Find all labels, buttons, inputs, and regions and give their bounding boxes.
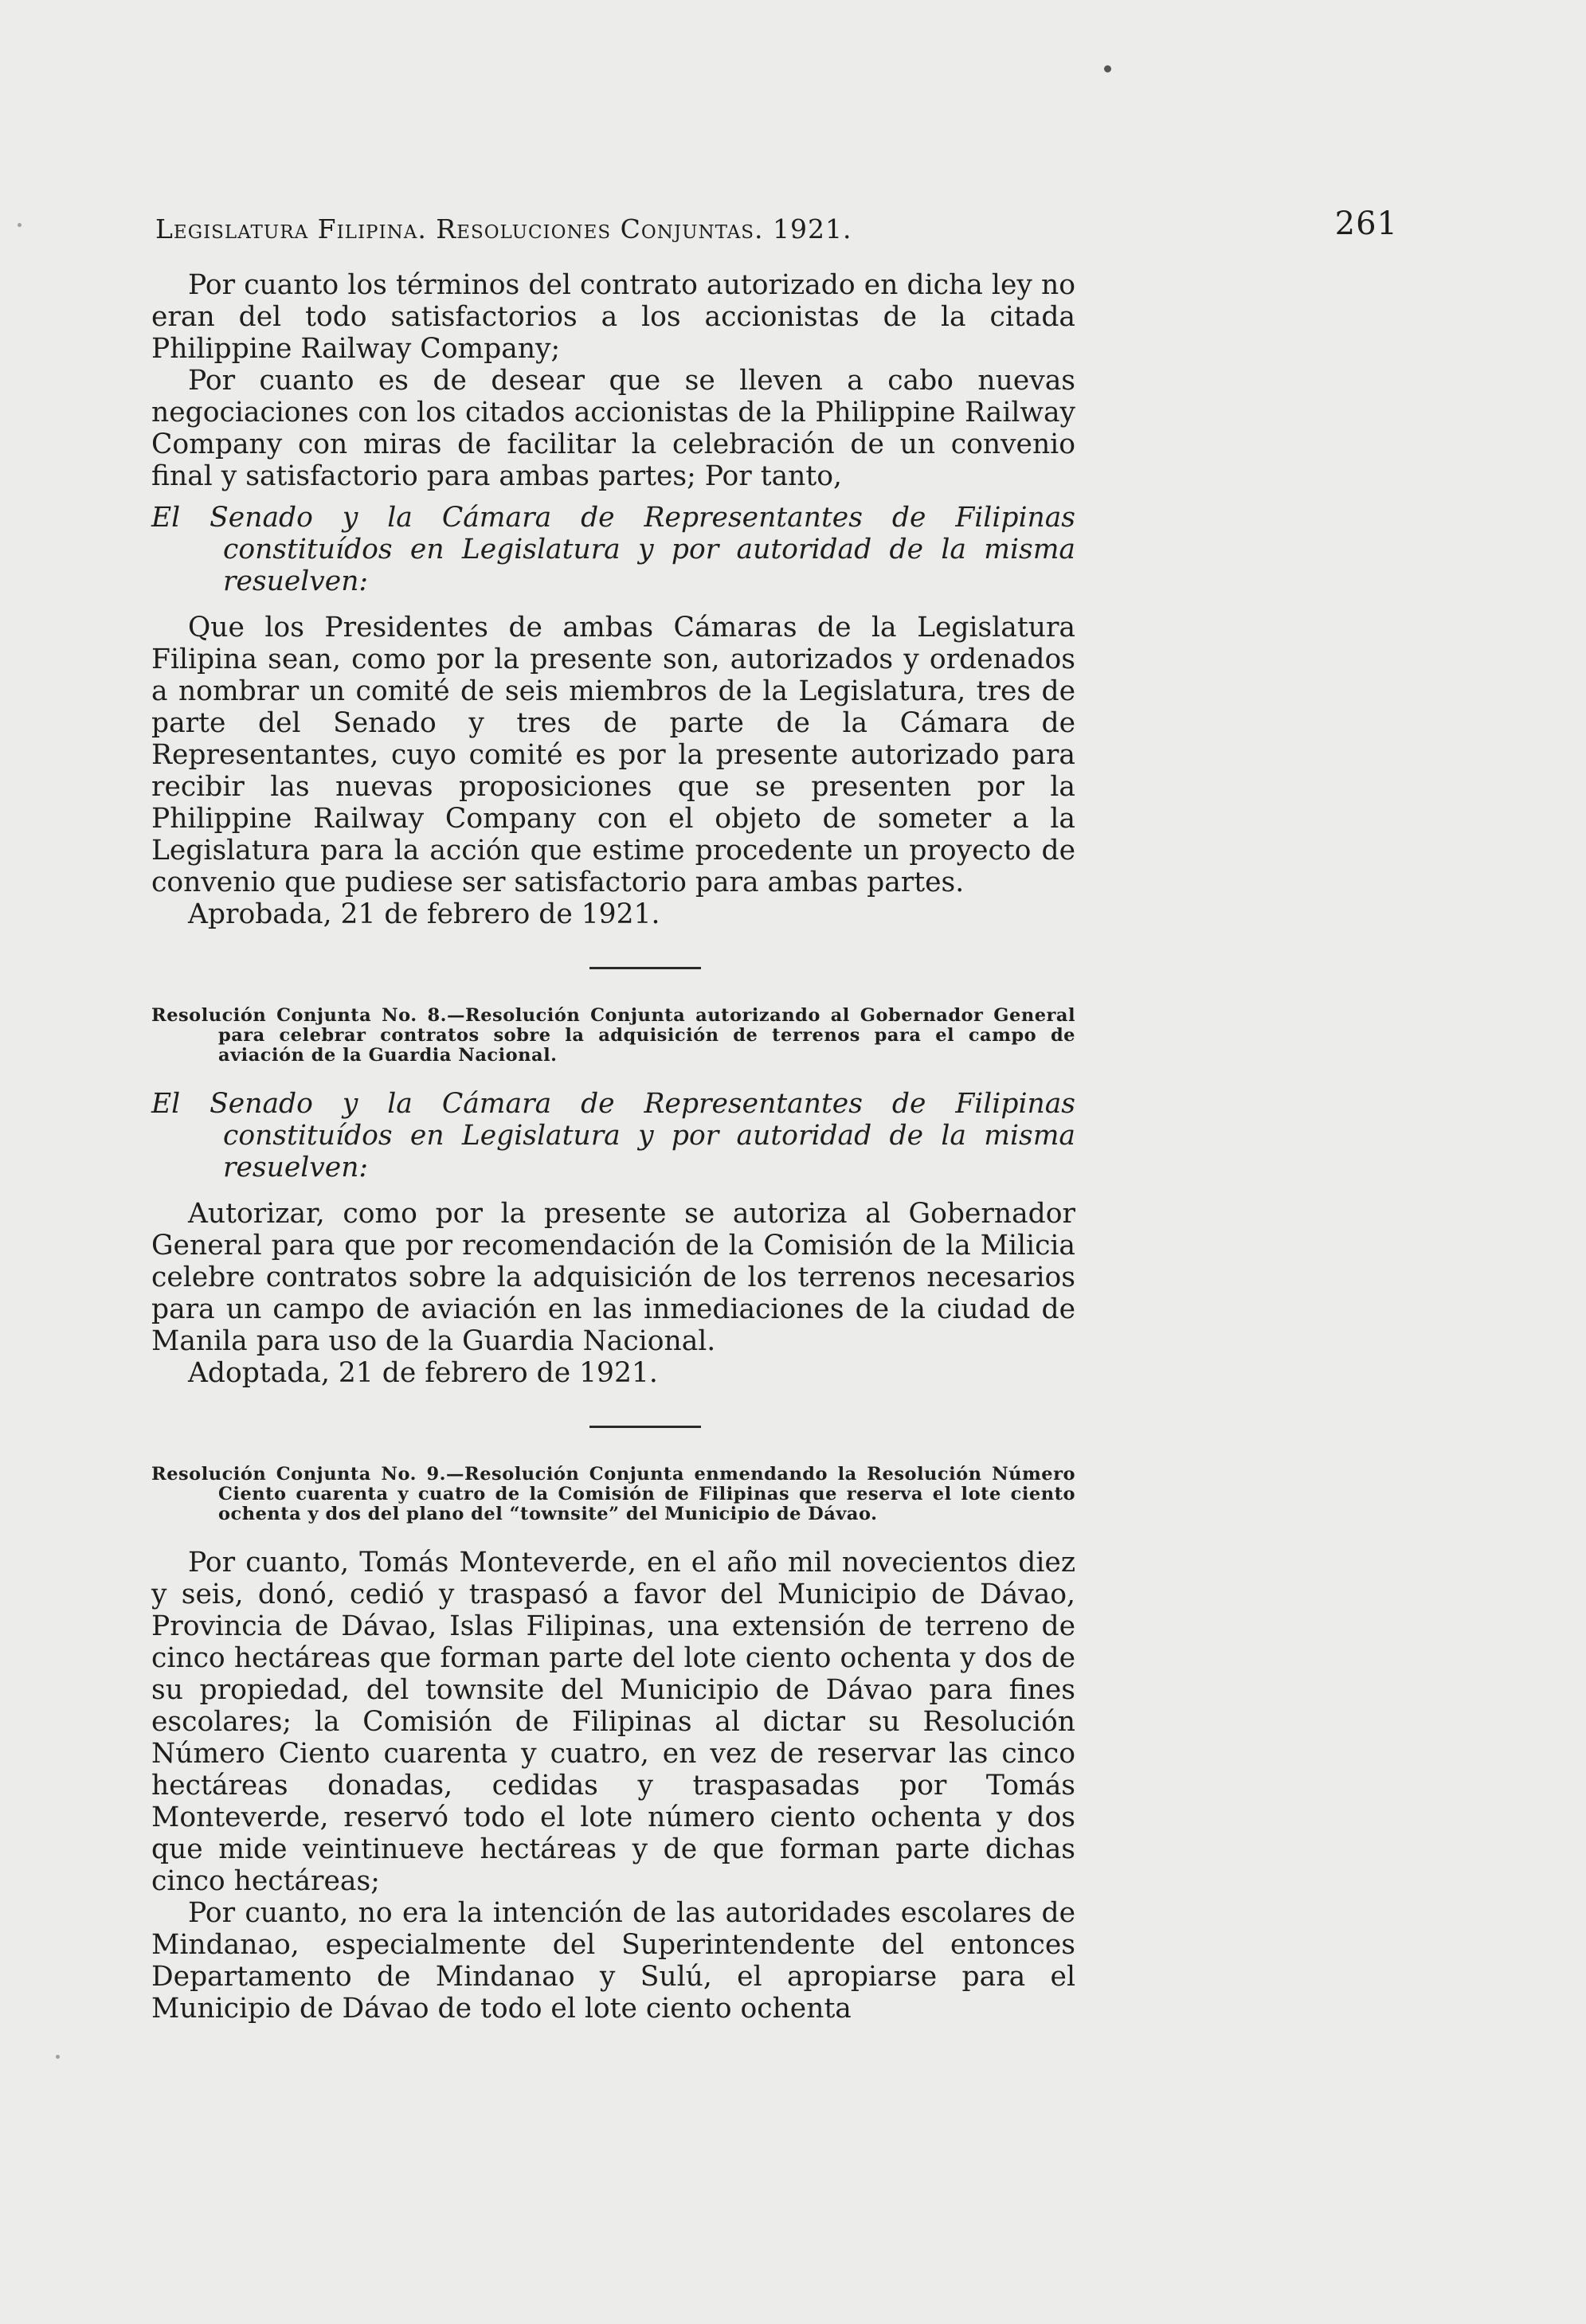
margin-speck <box>18 223 22 227</box>
margin-speck <box>1104 65 1111 72</box>
section-divider <box>589 1426 701 1428</box>
approval-date: Adoptada, 21 de febrero de 1921. <box>188 1357 658 1389</box>
whereas-paragraph: Por cuanto los términos del contrato autorizado en dicha ley no eran del todo satisfactorios a los accionistas de la citada Philippine Railway Company; <box>151 269 1075 365</box>
resolution-summary: Resolución Conjunta No. 9.—Resolución Conjunta enmendando la Resolución Número Ciento cuarenta y cuatro de la Comisión de Filipinas que reserva el lote ciento ochenta y dos del plano del “townsite” del Municipio de Dávao. <box>151 1464 1075 1524</box>
approval-date: Aprobada, 21 de febrero de 1921. <box>188 898 660 930</box>
resolution-text: Autorizar, como por la presente se autoriza al Gobernador General para que por recomendación de la Comisión de la Milicia celebre contratos sobre la adquisición de los terrenos necesarios para un campo de aviación en las inmediaciones de la ciudad de Manila para uso de la Guardia Nacional. <box>151 1198 1075 1357</box>
whereas-paragraph: Por cuanto es de desear que se lleven a cabo nuevas negociaciones con los citados accionistas de la Philippine Railway Company con miras de facilitar la celebración de un convenio final y satisfactorio para ambas partes; Por tanto, <box>151 365 1075 492</box>
resolution-text: Que los Presidentes de ambas Cámaras de la Legislatura Filipina sean, como por la presente son, autorizados y ordenados a nombrar un comité de seis miembros de la Legislatura, tres de parte del Senado y tres de parte de la Cámara de Representantes, cuyo comité es por la presente autorizado para recibir las nuevas proposiciones que se presenten por la Philippine Railway Company con el objeto de someter a la Legislatura para la acción que estime procedente un proyecto de convenio que pudiese ser satisfactorio para ambas partes. <box>151 612 1075 898</box>
margin-speck <box>56 2055 60 2059</box>
whereas-paragraph: Por cuanto, Tomás Monteverde, en el año mil novecientos diez y seis, donó, cedió y traspasó a favor del Municipio de Dávao, Provincia de Dávao, Islas Filipinas, una extensión de terreno de cinco hectáreas que forman parte del lote ciento ochenta y dos de su propiedad, del townsite del Municipio de Dávao para fines escolares; la Comisión de Filipinas al dictar su Resolución Número Ciento cuarenta y cuatro, en vez de reservar las cinco hectáreas donadas, cedidas y traspasadas por Tomás Monteverde, reservó todo el lote número ciento ochenta y dos que mide veintinueve hectáreas y de que forman parte dichas cinco hectáreas; <box>151 1547 1075 1897</box>
running-title: Legislatura Filipina. Resoluciones Conjuntas. 1921. <box>155 213 852 245</box>
page-body <box>151 269 1075 2025</box>
enacting-clause: El Senado y la Cámara de Representantes de Filipinas constituídos en Legislatura y por autoridad de la misma resuelven: <box>151 502 1075 597</box>
section-divider <box>589 967 701 969</box>
whereas-paragraph: Por cuanto, no era la intención de las autoridades escolares de Mindanao, especialmente del Superintendente del entonces Departamento de Mindanao y Sulú, el apropiarse para el Municipio de Dávao de todo el lote ciento ochenta <box>151 1897 1075 2025</box>
resolution-summary: Resolución Conjunta No. 8.—Resolución Conjunta autorizando al Gobernador General para celebrar contratos sobre la adquisición de terrenos para el campo de aviación de la Guardia Nacional. <box>151 1005 1075 1066</box>
enacting-clause: El Senado y la Cámara de Representantes de Filipinas constituídos en Legislatura y por autoridad de la misma resuelven: <box>151 1088 1075 1184</box>
page-number: 261 <box>1334 205 1398 242</box>
running-header <box>155 205 1398 245</box>
